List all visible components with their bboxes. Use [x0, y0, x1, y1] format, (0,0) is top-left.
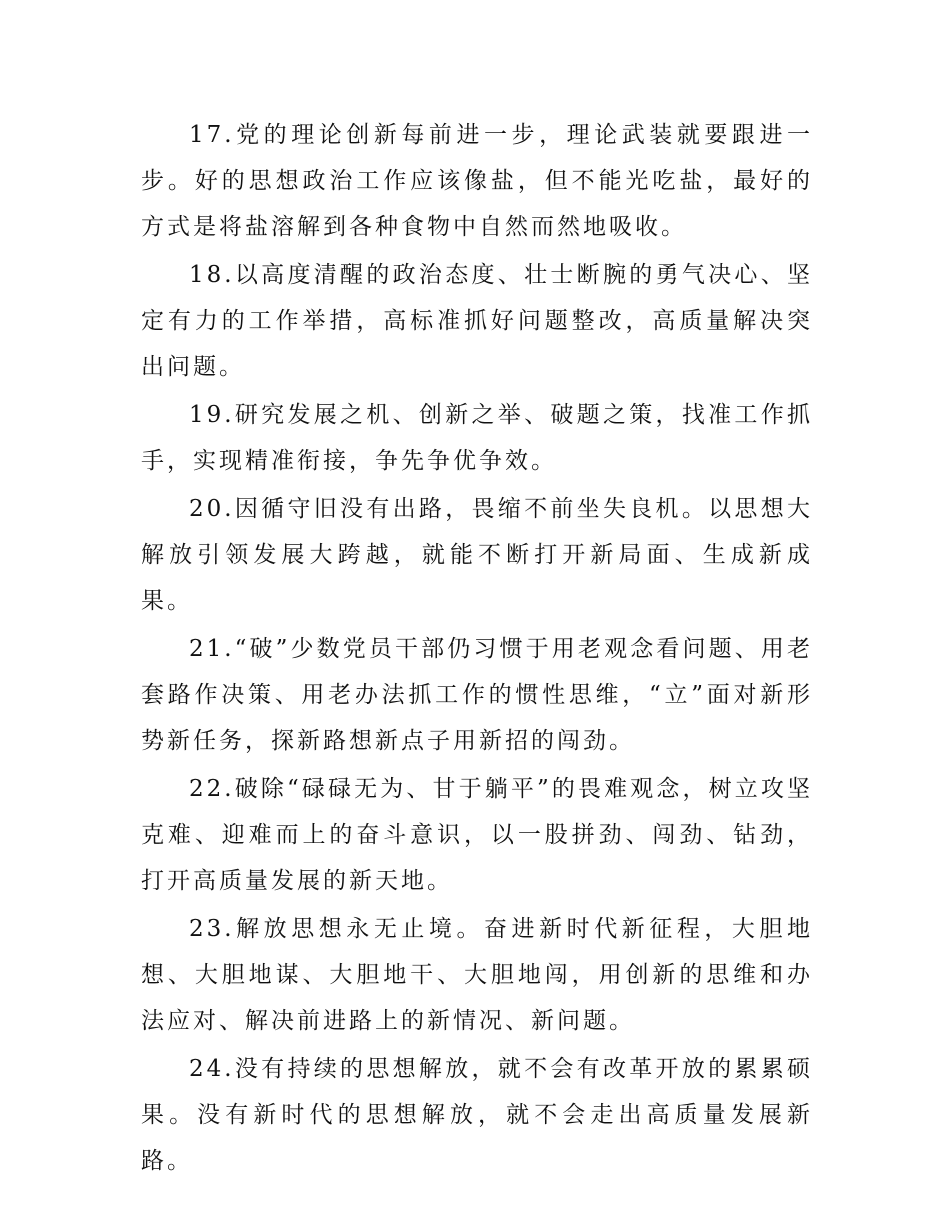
paragraph-23: 23.解放思想永无止境。奋进新时代新征程，大胆地想、大胆地谋、大胆地干、大胆地闯，用创新的思维和办法应对、解决前进路上的新情况、新问题。: [141, 916, 813, 1034]
document-body: [141, 112, 813, 1186]
paragraph-20: 20.因循守旧没有出路，畏缩不前坐失良机。以思想大解放引领发展大跨越，就能不断打开新局面、生成新成果。: [141, 496, 813, 614]
paragraph-22: 22.破除“碌碌无为、甘于躺平”的畏难观念，树立攻坚克难、迎难而上的奋斗意识，以一股拼劲、闯劲、钻劲，打开高质量发展的新天地。: [141, 776, 813, 894]
paragraph-17: 17.党的理论创新每前进一步，理论武装就要跟进一步。好的思想政治工作应该像盐，但不能光吃盐，最好的方式是将盐溶解到各种食物中自然而然地吸收。: [141, 122, 813, 240]
paragraph-19: 19.研究发展之机、创新之举、破题之策，找准工作抓手，实现精准衔接，争先争优争效。: [141, 402, 813, 474]
paragraph-18: 18.以高度清醒的政治态度、壮士断腕的勇气决心、坚定有力的工作举措，高标准抓好问题整改，高质量解决突出问题。: [141, 262, 813, 380]
paragraph-24: 24.没有持续的思想解放，就不会有改革开放的累累硕果。没有新时代的思想解放，就不会走出高质量发展新路。: [141, 1056, 813, 1174]
paragraph-21: 21.“破”少数党员干部仍习惯于用老观念看问题、用老套路作决策、用老办法抓工作的惯性思维，“立”面对新形势新任务，探新路想新点子用新招的闯劲。: [141, 636, 813, 754]
